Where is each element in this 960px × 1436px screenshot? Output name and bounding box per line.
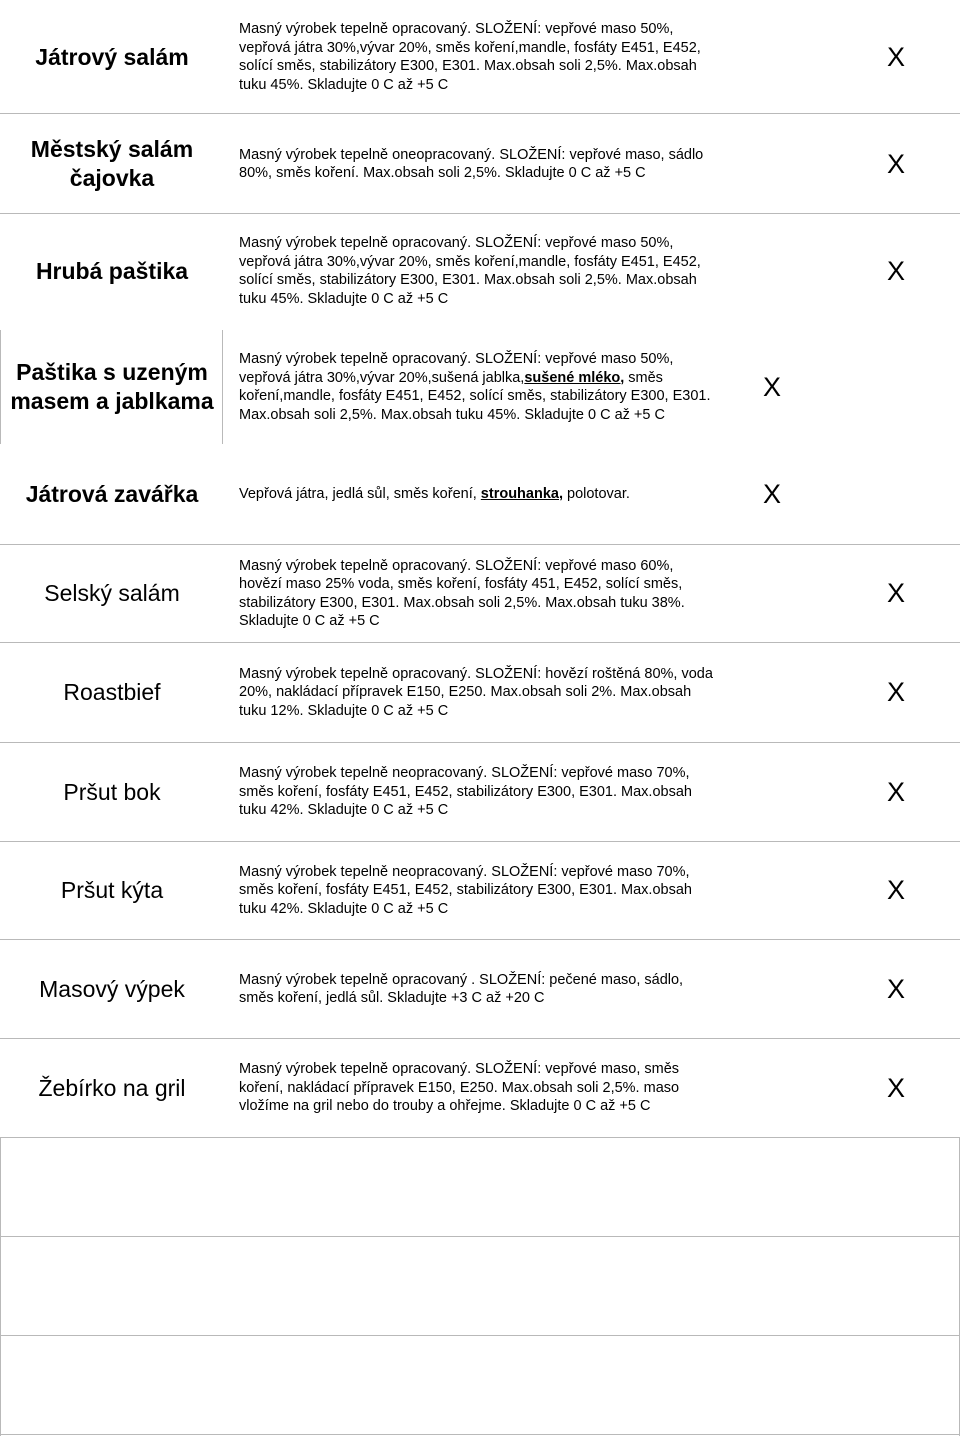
table-row bbox=[0, 1039, 960, 1137]
product-name: Paštika s uzeným masem a jablkama bbox=[10, 359, 214, 414]
availability-mark: X bbox=[886, 41, 905, 72]
cell-border bbox=[222, 330, 223, 444]
product-description: Masný výrobek tepelně opracovaný. SLOŽENÍ: vepřové maso 50%, vepřová játra 30%,vývar 20%, směs koření,mandle, fosfáty E451, E452, solící směs, stabilizátory E300, E301. Max.obsah soli 2,5%. Max.obsah tuku 45%. Skladujte 0 C až +5 C bbox=[239, 21, 701, 93]
product-name: Selský salám bbox=[44, 580, 180, 606]
table-row bbox=[0, 743, 960, 841]
table-row bbox=[0, 940, 960, 1038]
table-row bbox=[0, 114, 960, 214]
availability-mark: X bbox=[886, 1072, 905, 1103]
table-row bbox=[0, 214, 960, 328]
availability-mark: X bbox=[886, 973, 905, 1004]
availability-mark: X bbox=[886, 148, 905, 179]
product-name: Hrubá paštika bbox=[35, 257, 189, 284]
cell-border bbox=[0, 330, 1, 444]
product-description: Vepřová játra, jedlá sůl, směs koření, strouhanka, polotovar. bbox=[239, 485, 630, 502]
availability-mark: X bbox=[886, 776, 905, 807]
allergen-highlight: sušené mléko, bbox=[524, 369, 625, 386]
product-description: Masný výrobek tepelně opracovaný. SLOŽENÍ: hovězí roštěná 80%, voda 20%, nakládací přípravek E150, E250. Max.obsah soli 2%. Max.obsah tuku 12%. Skladujte 0 C až +5 C bbox=[239, 665, 713, 719]
allergen-highlight: strouhanka, bbox=[480, 485, 563, 502]
product-name: Žebírko na gril bbox=[38, 1074, 186, 1101]
availability-mark: X bbox=[886, 255, 905, 286]
table-row bbox=[0, 0, 960, 114]
product-description: Masný výrobek tepelně opracovaný. SLOŽENÍ: vepřové maso 60%, hovězí maso 25% voda, směs koření, fosfáty 451, E452, solící směs, stabilizátory E300, E301. Max.obsah soli 2,5%. Max.obsah tuku 38%. Skladujte 0 C až +5 C bbox=[239, 557, 685, 629]
availability-mark: X bbox=[886, 875, 905, 905]
availability-mark: X bbox=[762, 371, 781, 402]
product-name: Játrový salám bbox=[35, 43, 189, 70]
product-name: Pršut bok bbox=[63, 778, 161, 805]
product-description: Masný výrobek tepelně neopracovaný. SLOŽENÍ: vepřové maso 70%, směs koření, fosfáty E451, E452, stabilizátory E300, E301. Max.obsah tuku 42%. Skladujte 0 C až +5 C bbox=[239, 863, 692, 917]
product-description: Masný výrobek tepelně opracovaný. SLOŽENÍ: vepřové maso 50%, vepřová játra 30%,vývar 20%, směs koření,mandle, fosfáty E451, E452, solící směs, stabilizátory E300, E301. Max.obsah soli 2,5%. Max.obsah tuku 45%. Skladujte 0 C až +5 C bbox=[239, 235, 701, 307]
table-row bbox=[0, 842, 960, 939]
product-name: Pršut kýta bbox=[60, 877, 164, 903]
product-description: Masný výrobek tepelně oneopracovaný. SLOŽENÍ: vepřové maso, sádlo 80%, směs koření. Max.obsah soli 2,5%. Skladujte 0 C až +5 C bbox=[239, 146, 704, 181]
row-divider bbox=[0, 1335, 960, 1336]
product-name: Městský salám čajovka bbox=[30, 136, 194, 191]
cell-border bbox=[0, 1138, 1, 1436]
table-row bbox=[0, 643, 960, 742]
row-divider bbox=[0, 1434, 960, 1435]
product-description: Masný výrobek tepelně opracovaný. SLOŽENÍ: vepřové maso, směs koření, nakládací přípravek E150, E250. Max.obsah soli 2,5%. maso vložíme na gril nebo do trouby a ohřejme. Skladujte 0 C až +5 C bbox=[239, 1061, 680, 1115]
product-name: Játrová zavářka bbox=[25, 480, 199, 507]
row-divider bbox=[0, 1236, 960, 1237]
availability-mark: X bbox=[762, 478, 781, 509]
product-description: Masný výrobek tepelně opracovaný. SLOŽENÍ: vepřové maso 50%, vepřová játra 30%,vývar 20%,sušená jablka,sušené mléko, směs koření,mandle, fosfáty E451, E452, solící směs, stabilizátory E300, E301. Max.obsah soli 2,5%. Max.obsah tuku 45%. Skladujte 0 C až +5 C bbox=[239, 351, 711, 423]
availability-mark: X bbox=[886, 578, 905, 608]
table-row bbox=[0, 330, 960, 444]
table-row bbox=[0, 444, 960, 544]
empty-row bbox=[0, 1138, 960, 1436]
product-description: Masný výrobek tepelně neopracovaný. SLOŽENÍ: vepřové maso 70%, směs koření, fosfáty E451, E452, stabilizátory E300, E301. Max.obsah tuku 42%. Skladujte 0 C až +5 C bbox=[239, 765, 692, 819]
product-name: Masový výpek bbox=[39, 975, 185, 1002]
availability-mark: X bbox=[886, 677, 905, 707]
product-name: Roastbief bbox=[63, 679, 161, 705]
product-description: Masný výrobek tepelně opracovaný . SLOŽENÍ: pečené maso, sádlo, směs koření, jedlá sůl. Skladujte +3 C až +20 C bbox=[239, 971, 684, 1006]
table-row bbox=[0, 545, 960, 642]
